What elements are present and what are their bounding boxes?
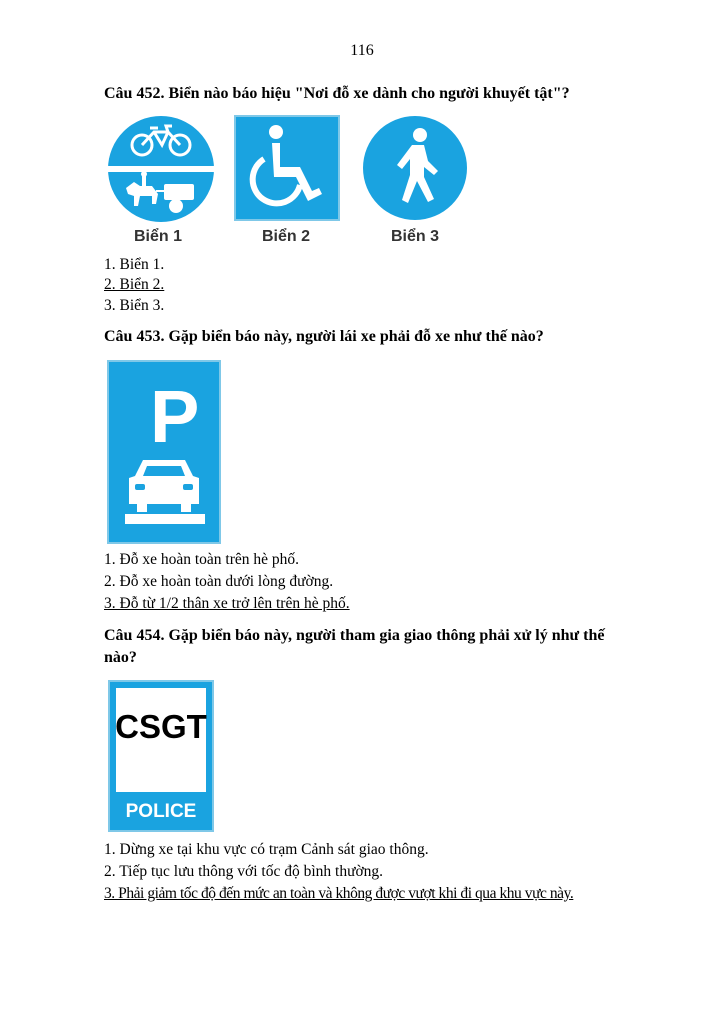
question-454-title-line-1: Câu 454. Gặp biển báo này, người tham gia giao thông phải xử lý như thế [104,627,605,644]
caption-bien-2: Biển 2 [262,228,311,245]
sign-1-bicycle-horsecart [106,114,216,224]
sign-3-pedestrian-icon [362,115,468,221]
q452-answer-2-correct: 2. Biển 2. [104,276,165,293]
question-454-title-line-2: nào? [104,649,137,666]
q454-answer-1: 1. Dừng xe tại khu vực có trạm Cảnh sát giao thông. [104,841,429,858]
csgt-police-sign [108,680,214,832]
q453-answer-3-correct: 3. Đỗ từ 1/2 thân xe trở lên trên hè phố. [104,595,350,612]
q452-answer-1: 1. Biển 1. [104,256,165,273]
q453-answer-2: 2. Đỗ xe hoàn toàn dưới lòng đường. [104,573,334,590]
police-text: POLICE [125,801,197,822]
question-452-title: Câu 452. Biển nào báo hiệu "Nơi đỗ xe dành cho người khuyết tật"? [104,85,570,102]
sign-2-disabled-icon [234,115,340,221]
q452-answer-3: 3. Biển 3. [104,297,165,314]
csgt-text: CSGT [115,708,207,745]
caption-bien-3: Biển 3 [391,228,440,245]
q454-answer-3-correct: 3. Phải giảm tốc độ đến mức an toàn và không được vượt khi đi qua khu vực này. [104,885,574,902]
caption-bien-1: Biển 1 [134,228,183,245]
parking-p-letter: P [150,375,200,458]
q453-answer-1: 1. Đỗ xe hoàn toàn trên hè phố. [104,551,299,568]
question-453-title: Câu 453. Gặp biển báo này, người lái xe phải đỗ xe như thế nào? [104,328,544,345]
parking-sidewalk-sign [107,360,221,544]
q454-answer-2: 2. Tiếp tục lưu thông với tốc độ bình thường. [104,863,384,880]
page-number: 116 [350,42,374,59]
